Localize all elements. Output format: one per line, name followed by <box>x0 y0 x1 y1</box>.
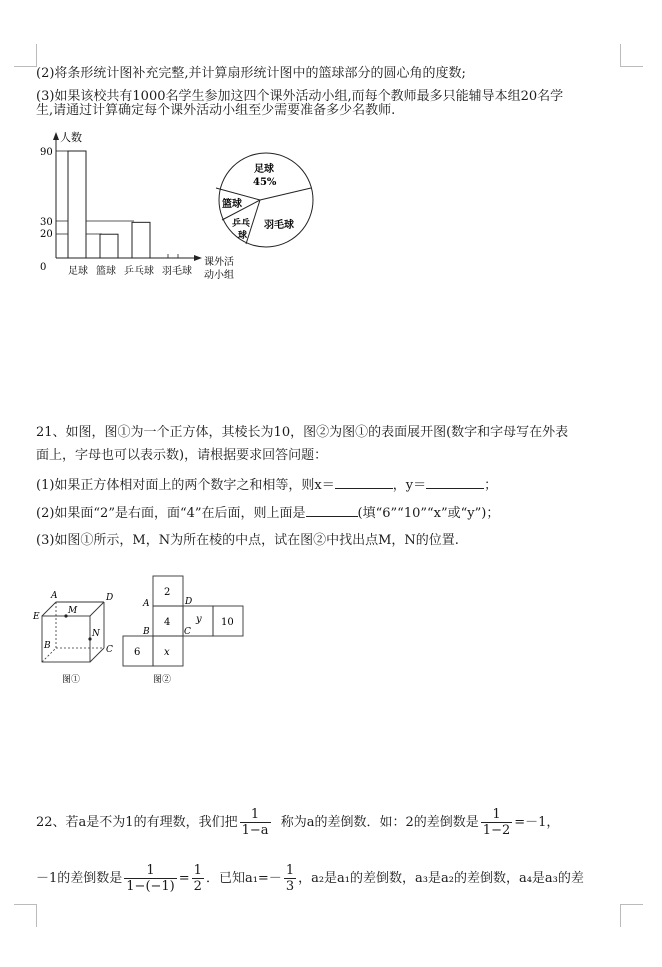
q22-line2-text-c: ，a₂是a₁的差倒数，a₃是a₂的差倒数，a₄是a₃的差 <box>298 871 584 886</box>
q22-line2-equals: = <box>178 871 190 886</box>
bar-football <box>68 151 86 258</box>
net-face-center-value: 4 <box>164 617 171 628</box>
q22-frac2-numerator: 1 <box>481 807 512 823</box>
q22-frac-example-2 <box>481 807 512 838</box>
bar-chart-category-badminton: 羽毛球 <box>162 266 192 277</box>
q22-frac5-denominator: 3 <box>285 879 295 894</box>
bar-chart-ylabel: 人数 <box>60 131 82 144</box>
q20-part2: (2)将条形统计图补充完整,并计算扇形统计图中的篮球部分的圆心角的度数; <box>36 66 466 81</box>
cube-label-A: A <box>51 591 58 601</box>
cube-label-D: D <box>106 593 114 603</box>
pie-football-label: 足球 <box>254 164 274 175</box>
q21-part3: (3)如图①所示，M，N为所在棱的中点，试在图②中找出点M，N的位置. <box>36 533 459 548</box>
bar-chart-y-arrow <box>53 132 59 140</box>
bar-chart-xlabel-line1: 课外活 <box>204 257 234 268</box>
net-face-right2-value: 10 <box>221 617 234 628</box>
pie-divider-badminton-football <box>260 188 311 200</box>
bar-chart-origin: 0 <box>40 262 47 273</box>
cube-edge-E-A <box>42 602 56 616</box>
cube-label-C: C <box>106 645 113 655</box>
bar-basketball <box>100 234 118 258</box>
q22-frac4-denominator: 2 <box>193 879 202 894</box>
q21-part1-text-a: (1)如果正方体相对面上的两个数字之和相等，则x＝ <box>36 478 335 493</box>
q21-line1: 21、如图，图①为一个正方体，其棱长为10，图②为图①的表面展开图(数字和字母写在外表 <box>36 425 569 440</box>
pie-basketball-label: 篮球 <box>222 199 242 210</box>
q22-frac-reciprocal-definition <box>240 807 271 838</box>
page-corner-mark-bottom-right <box>620 904 643 927</box>
q21-part1-text-b: ，y＝ <box>392 478 427 493</box>
net-label-D: D <box>185 597 193 607</box>
cube-edge-top-right <box>90 602 104 616</box>
cube-edge-bottom-right <box>90 648 104 662</box>
q22-frac1-denominator: 1−a <box>241 823 269 838</box>
q22-line2-text-b: ．已知a₁=－ <box>205 871 282 886</box>
q20-part3-line1: (3)如果该校共有1000名学生参加这四个课外活动小组,而每个教师最多只能辅导本组20名学 <box>36 89 564 104</box>
q22-line1-text-c: =－1， <box>514 815 560 830</box>
bar-chart-ytick-30: 30 <box>40 217 53 228</box>
bar-chart-category-football: 足球 <box>68 266 88 277</box>
page-corner-mark-top-right <box>620 44 643 67</box>
net-label-A: A <box>143 599 150 609</box>
q21-part1 <box>36 476 497 495</box>
q22-frac-one-half <box>192 863 204 894</box>
bar-chart-xlabel-line2: 动小组 <box>204 270 234 281</box>
net-face-bottom-value: x <box>164 647 170 658</box>
q21-y-answer-blank[interactable] <box>426 476 484 489</box>
q22-frac3-denominator: 1−(−1) <box>126 879 175 894</box>
q22-frac1-numerator: 1 <box>240 807 271 823</box>
cube-label-E: E <box>33 612 40 622</box>
pie-chart <box>206 150 326 250</box>
q22-frac-one-third <box>284 863 296 894</box>
net-face-right1-value: y <box>196 614 202 625</box>
q22-line1 <box>36 806 559 840</box>
q21-part2-text-b: (填“6”“10”“x”或“y”)； <box>357 506 500 521</box>
cube-label-N: N <box>92 629 100 639</box>
bar-chart-category-basketball: 篮球 <box>96 266 116 277</box>
cube-figure <box>30 588 120 688</box>
q22-frac5-numerator: 1 <box>285 863 295 878</box>
bar-pingpong <box>132 222 150 258</box>
q21-part1-text-c: ； <box>484 478 498 493</box>
net-face-top-value: 2 <box>164 587 171 598</box>
q20-part3-line2: 生,请通过计算确定每个课外活动小组至少需要准备多少名教师. <box>36 103 396 118</box>
cube-net-figure <box>115 570 255 688</box>
net-caption: 图② <box>153 675 172 685</box>
pie-pingpong-label-line1: 乒乓 <box>232 219 251 229</box>
page-corner-mark-top-left <box>14 44 37 67</box>
q22-line1-text-a: 22、若a是不为1的有理数，我们把 <box>36 815 238 830</box>
q22-line1-text-b: 称为a的差倒数．如：2的差倒数是 <box>280 815 479 830</box>
cube-label-B: B <box>44 641 51 651</box>
q22-frac-example-neg1 <box>124 863 176 894</box>
q21-line2: 面上，字母也可以表示数)，请根据要求回答问题： <box>36 448 328 463</box>
bar-chart-x-arrow <box>194 255 202 261</box>
pie-badminton-label: 羽毛球 <box>264 220 294 231</box>
q22-line2-text-a: －1的差倒数是 <box>36 871 123 886</box>
bar-chart-ytick-20: 20 <box>40 229 53 240</box>
q22-frac3-numerator: 1 <box>124 863 176 879</box>
pie-football-percent: 45% <box>253 177 277 188</box>
q22-frac2-denominator: 1−2 <box>482 823 511 838</box>
page-corner-mark-bottom-left <box>14 904 37 927</box>
net-label-B: B <box>143 627 150 637</box>
q21-x-answer-blank[interactable] <box>335 476 393 489</box>
q21-part2-text-a: (2)如果面“2”是右面，面“4”在后面，则上面是 <box>36 506 306 521</box>
q22-line2 <box>36 862 584 896</box>
bar-chart-category-pingpong: 乒乓球 <box>124 266 154 277</box>
q21-top-face-answer-blank[interactable] <box>306 504 358 517</box>
net-label-C: C <box>184 627 191 637</box>
q22-frac4-numerator: 1 <box>193 863 202 878</box>
pie-pingpong-label-line2: 球 <box>238 231 248 241</box>
cube-label-M: M <box>68 606 78 616</box>
bar-chart-ytick-90: 90 <box>40 147 53 158</box>
q21-part2 <box>36 504 499 523</box>
cube-caption: 图① <box>62 675 81 685</box>
net-face-left-value: 6 <box>134 647 141 658</box>
